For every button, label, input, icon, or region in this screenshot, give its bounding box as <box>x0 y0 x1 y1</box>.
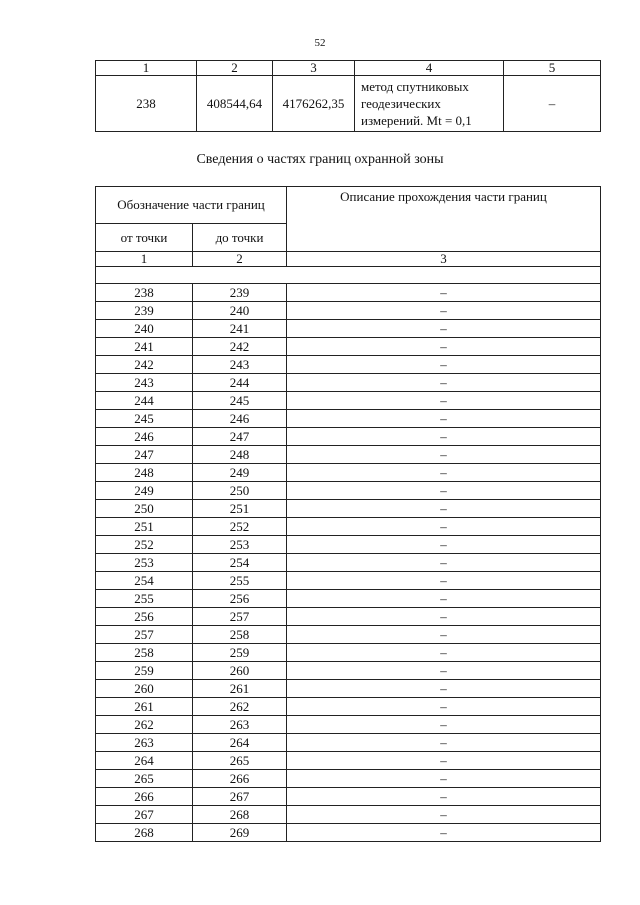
from-point-cell: 260 <box>96 680 193 698</box>
to-point-cell: 255 <box>193 572 287 590</box>
to-point-cell: 245 <box>193 392 287 410</box>
from-point-cell: 244 <box>96 392 193 410</box>
header-part-designation: Обозначение части границ <box>96 187 287 224</box>
from-point-cell: 246 <box>96 428 193 446</box>
description-cell: – <box>287 824 601 842</box>
table-row <box>96 464 601 482</box>
to-point-cell: 263 <box>193 716 287 734</box>
to-point-cell: 253 <box>193 536 287 554</box>
point-number: 238 <box>96 76 197 132</box>
section-title: Сведения о частях границ охранной зоны <box>196 152 444 167</box>
table-row <box>96 806 601 824</box>
description-cell: – <box>287 806 601 824</box>
x-coordinate: 408544,64 <box>197 76 273 132</box>
from-point-cell: 242 <box>96 356 193 374</box>
table-row <box>96 770 601 788</box>
page-number: 52 <box>314 37 326 49</box>
description-cell: – <box>287 338 601 356</box>
table-row <box>96 302 601 320</box>
to-point-cell: 246 <box>193 410 287 428</box>
to-point-cell: 243 <box>193 356 287 374</box>
table-row <box>96 392 601 410</box>
description-cell: – <box>287 680 601 698</box>
table-row <box>96 284 601 302</box>
from-point-cell: 259 <box>96 662 193 680</box>
col5-value: – <box>504 76 601 132</box>
to-point-cell: 239 <box>193 284 287 302</box>
table-row <box>96 536 601 554</box>
description-cell: – <box>287 554 601 572</box>
from-point-cell: 257 <box>96 626 193 644</box>
description-cell: – <box>287 734 601 752</box>
table-row <box>96 554 601 572</box>
description-cell: – <box>287 320 601 338</box>
to-point-cell: 242 <box>193 338 287 356</box>
col-number-3: 3 <box>287 252 601 267</box>
to-point-cell: 267 <box>193 788 287 806</box>
to-point-cell: 252 <box>193 518 287 536</box>
col-number-2: 2 <box>193 252 287 267</box>
description-cell: – <box>287 482 601 500</box>
from-point-cell: 241 <box>96 338 193 356</box>
from-point-cell: 256 <box>96 608 193 626</box>
table-row <box>96 716 601 734</box>
coordinates-row <box>96 76 601 132</box>
description-cell: – <box>287 698 601 716</box>
table-row <box>96 500 601 518</box>
table-row <box>96 824 601 842</box>
table-row <box>96 680 601 698</box>
from-point-cell: 247 <box>96 446 193 464</box>
description-cell: – <box>287 590 601 608</box>
table-row <box>96 410 601 428</box>
col-header-3: 3 <box>273 61 355 76</box>
y-coordinate: 4176262,35 <box>273 76 355 132</box>
description-cell: – <box>287 410 601 428</box>
from-point-cell: 254 <box>96 572 193 590</box>
table-row <box>96 356 601 374</box>
description-cell: – <box>287 770 601 788</box>
to-point-cell: 250 <box>193 482 287 500</box>
description-cell: – <box>287 752 601 770</box>
coordinates-header-row <box>96 61 601 76</box>
table-row <box>96 338 601 356</box>
from-point-cell: 250 <box>96 500 193 518</box>
table-row <box>96 734 601 752</box>
boundary-header-row <box>96 187 601 224</box>
description-cell: – <box>287 536 601 554</box>
description-cell: – <box>287 788 601 806</box>
table-row <box>96 662 601 680</box>
table-row <box>96 698 601 716</box>
to-point-cell: 254 <box>193 554 287 572</box>
to-point-cell: 265 <box>193 752 287 770</box>
description-cell: – <box>287 446 601 464</box>
col-header-4: 4 <box>355 61 504 76</box>
description-cell: – <box>287 644 601 662</box>
to-point-cell: 244 <box>193 374 287 392</box>
description-cell: – <box>287 356 601 374</box>
col-header-2: 2 <box>197 61 273 76</box>
from-point-cell: 268 <box>96 824 193 842</box>
from-point-cell: 245 <box>96 410 193 428</box>
description-cell: – <box>287 464 601 482</box>
header-from-point: от точки <box>96 224 193 252</box>
from-point-cell: 248 <box>96 464 193 482</box>
description-cell: – <box>287 716 601 734</box>
to-point-cell: 256 <box>193 590 287 608</box>
from-point-cell: 255 <box>96 590 193 608</box>
table-row <box>96 590 601 608</box>
from-point-cell: 265 <box>96 770 193 788</box>
description-cell: – <box>287 518 601 536</box>
from-point-cell: 243 <box>96 374 193 392</box>
table-row <box>96 446 601 464</box>
description-cell: – <box>287 500 601 518</box>
description-cell: – <box>287 284 601 302</box>
empty-section-row <box>96 267 601 284</box>
to-point-cell: 258 <box>193 626 287 644</box>
from-point-cell: 240 <box>96 320 193 338</box>
coordinates-table <box>95 60 601 132</box>
to-point-cell: 269 <box>193 824 287 842</box>
description-cell: – <box>287 392 601 410</box>
header-to-point: до точки <box>193 224 287 252</box>
from-point-cell: 263 <box>96 734 193 752</box>
from-point-cell: 238 <box>96 284 193 302</box>
to-point-cell: 249 <box>193 464 287 482</box>
from-point-cell: 258 <box>96 644 193 662</box>
column-numbers-row <box>96 252 601 267</box>
to-point-cell: 262 <box>193 698 287 716</box>
from-point-cell: 267 <box>96 806 193 824</box>
to-point-cell: 247 <box>193 428 287 446</box>
table-row <box>96 518 601 536</box>
from-point-cell: 239 <box>96 302 193 320</box>
table-row <box>96 482 601 500</box>
description-cell: – <box>287 374 601 392</box>
description-cell: – <box>287 572 601 590</box>
col-number-1: 1 <box>96 252 193 267</box>
boundary-parts-table <box>95 186 601 842</box>
from-point-cell: 266 <box>96 788 193 806</box>
table-row <box>96 428 601 446</box>
from-point-cell: 251 <box>96 518 193 536</box>
from-point-cell: 261 <box>96 698 193 716</box>
to-point-cell: 260 <box>193 662 287 680</box>
table-row <box>96 788 601 806</box>
to-point-cell: 251 <box>193 500 287 518</box>
from-point-cell: 253 <box>96 554 193 572</box>
table-row <box>96 374 601 392</box>
method-description: метод спутниковых геодезических измерений. Mt = 0,1 <box>355 76 504 132</box>
to-point-cell: 264 <box>193 734 287 752</box>
col-header-1: 1 <box>96 61 197 76</box>
description-cell: – <box>287 662 601 680</box>
col-header-5: 5 <box>504 61 601 76</box>
description-cell: – <box>287 608 601 626</box>
to-point-cell: 259 <box>193 644 287 662</box>
from-point-cell: 249 <box>96 482 193 500</box>
header-description: Описание прохождения части границ <box>287 187 601 252</box>
to-point-cell: 268 <box>193 806 287 824</box>
from-point-cell: 264 <box>96 752 193 770</box>
to-point-cell: 266 <box>193 770 287 788</box>
table-row <box>96 608 601 626</box>
table-row <box>96 644 601 662</box>
to-point-cell: 261 <box>193 680 287 698</box>
table-row <box>96 320 601 338</box>
from-point-cell: 252 <box>96 536 193 554</box>
to-point-cell: 248 <box>193 446 287 464</box>
description-cell: – <box>287 626 601 644</box>
table-row <box>96 572 601 590</box>
description-cell: – <box>287 302 601 320</box>
table-row <box>96 626 601 644</box>
empty-section-cell <box>96 267 601 284</box>
from-point-cell: 262 <box>96 716 193 734</box>
to-point-cell: 240 <box>193 302 287 320</box>
to-point-cell: 257 <box>193 608 287 626</box>
description-cell: – <box>287 428 601 446</box>
table-row <box>96 752 601 770</box>
to-point-cell: 241 <box>193 320 287 338</box>
